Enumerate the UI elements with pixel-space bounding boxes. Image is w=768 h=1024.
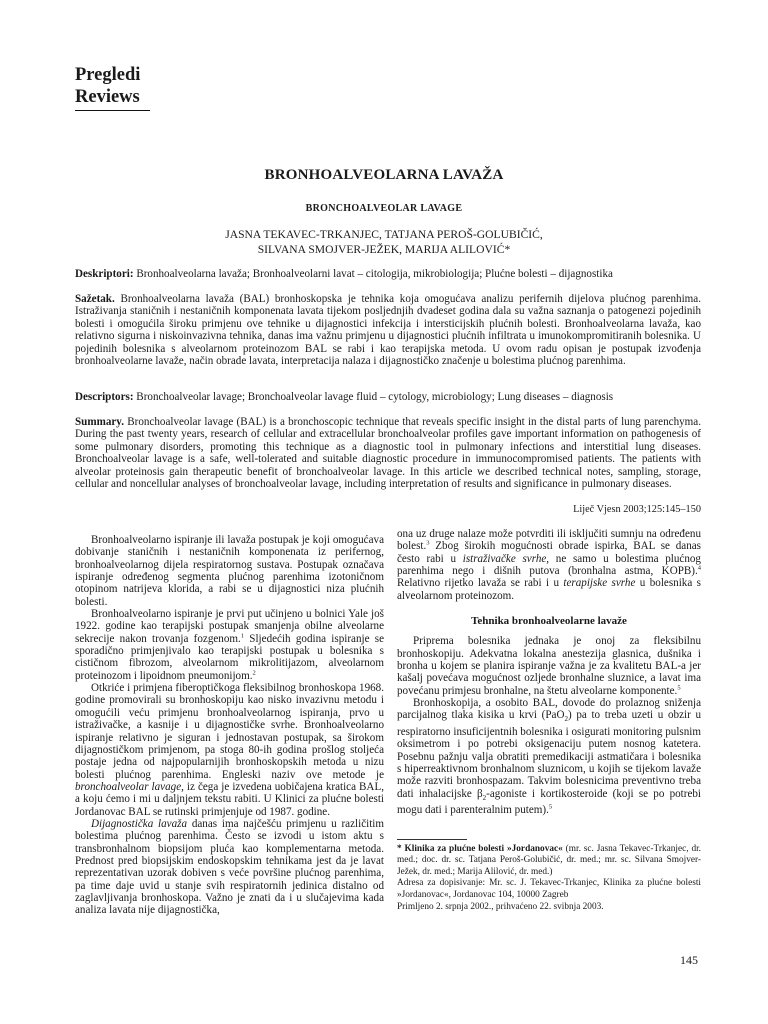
descriptors-english-text: Bronchoalveolar lavage; Bronchoalveolar lavage fluid – cytology, microbiology; Lung diseases – diagnosis xyxy=(133,391,614,403)
footnote-affiliation-text: (mr. sc. Jasna Tekavec-Trkanjec, dr. med.; doc. dr. sc. Tatjana Peroš-Golubičić, dr. med.; mr. sc. Silvana Smojver-Ježek, dr. med.; Marija Alilović, dr. med.) xyxy=(397,843,701,877)
paragraph xyxy=(75,534,384,608)
paragraph-text: Bronhoalveolarno ispiranje ili lavaža postupak je koji omogućava dobivanje staničnih i nestaničnih komponenata iz perifernog, bronhoalveolarnog dijela respiratornog sustava. Postupak označava ispiranje određenog segmenta plućnog parenhima izotoničnom otopinom natrijeva klorida, a rabi se u dijagnostici niza plućnih bolesti. xyxy=(75,534,384,608)
descriptors-croatian-label: Deskriptori: xyxy=(75,268,134,280)
paragraph-text: Relativno rijetko lavaža se rabi i u xyxy=(397,577,564,590)
reference-marker: 2 xyxy=(252,669,256,677)
paragraph-text: Bronhoalveolarno ispiranje je prvi put učinjeno u bolnici Yale još 1922. godine kao terapijski postupak smanjenja obilne alveolarne sekrecije nakon trovanja fozgenom. xyxy=(75,608,384,645)
descriptors-english-label: Descriptors: xyxy=(75,391,134,403)
section-heading: Tehnika bronhoalveolarne lavaže xyxy=(471,615,627,628)
paragraph-text: ne samo u bolestima plućnog parenhima nego i dišnih putova (bronhalna astma, KOPB). xyxy=(397,552,701,578)
section-header xyxy=(75,64,150,111)
italic-term: Dijagnostička lavaža xyxy=(91,817,188,830)
paragraph-text: Bronhoskopija, a osobito BAL, dovode do prolaznog sniženja parcijalnog tlaka kisika u krvi (PaO xyxy=(397,697,701,722)
summary-english xyxy=(75,416,701,490)
authors-line-2: SILVANA SMOJVER-JEŽEK, MARIJA ALILOVIĆ* xyxy=(257,242,511,256)
italic-term: bronchoalveolar lavage, xyxy=(75,780,184,793)
paragraph-text: Sljedećih godina ispiranje se sporadično primjenjivalo kao terapijski postupak u bolesnika s cističnom fibrozom, alveolarnom mikrolitijazom, alveolarnom proteinozom i lipoidnom pneumonijom. xyxy=(75,632,384,682)
journal-citation: Liječ Vjesn 2003;125:145–150 xyxy=(573,504,701,515)
paragraph xyxy=(397,697,701,817)
section-label-english: Reviews xyxy=(75,86,150,111)
summary-croatian-label: Sažetak. xyxy=(75,293,115,305)
article-title: BRONHOALVEOLARNA LAVAŽA xyxy=(264,167,504,183)
footnote-affiliation xyxy=(397,844,701,879)
paragraph-text: iz čega je izvedena uobičajena kratica BAL, a koju ćemo i mi u daljnjem tekstu rabiti. U Klinici za plućne bolesti Jordanovac BAL se rutinski primjenjuje od 1987. godine. xyxy=(75,780,384,818)
paragraph xyxy=(75,682,384,818)
paragraph-text: ) pa to treba uzeti u obzir u respiratorno insuficijentnih bolesnika i osigurati monitoring pulsnim oksimetrom i po potrebi oksigenaciju putem nosnog katetera. Posebnu pažnju valja obratiti premedikaciji astmatičara i bolesnika s hiperreaktivnom bronhalnom sluznicom, u kojih se tijekom lavaže može razviti bronhospazam. Takvim bolesnicima preventivno treba dati inhalacijske β xyxy=(397,709,702,800)
article-subtitle: BRONCHOALVEOLAR LAVAGE xyxy=(305,203,463,214)
paragraph xyxy=(397,528,701,602)
authors-line-1: JASNA TEKAVEC-TRKANJEC, TATJANA PEROŠ-GOLUBIČIĆ, xyxy=(225,228,543,241)
descriptors-croatian xyxy=(75,268,701,280)
footnote-correspondence: Adresa za dopisivanje: Mr. sc. J. Tekavec-Trkanjec, Klinika za plućne bolesti »Jordanovac«, Jordanovac 104, 10000 Zagreb xyxy=(397,878,701,901)
author-list xyxy=(0,228,768,257)
reference-marker: 5 xyxy=(677,684,681,692)
page-number: 145 xyxy=(680,953,698,967)
summary-english-text: Bronchoalveolar lavage (BAL) is a bronchoscopic technique that reveals specific insight in the distal parts of lung parenchyma. During the past twenty years, research of cellular and extracellular bronchoalveolar profiles gave important information on pathogenesis of some pulmonary disorders, promoting this technique as a diagnostic tool in pulmonary infections and interstitial lung diseases. Bronchoalveolar lavage is a safe, well-tolerated and suitable diagnostic procedure in immunocompromised patients. The patients with alveolar proteinosis gain therapeutic benefit of bronchoalveolar lavage. In this article we described technical notes, sampling, storage, cellular and noncellular analyses of bronchoalveolar lavage, including interpretation of results and significance in pulmonary diseases. xyxy=(75,416,701,491)
reference-marker: 5 xyxy=(548,803,553,811)
paragraph xyxy=(397,635,701,697)
summary-english-label: Summary. xyxy=(75,416,125,428)
footnote-received: Primljeno 2. srpnja 2002., prihvaćeno 22. svibnja 2003. xyxy=(397,901,604,912)
body-left-column xyxy=(75,534,384,917)
footnote-affiliation-label: * Klinika za plućne bolesti »Jordanovac« xyxy=(397,843,563,854)
reference-marker: 3 xyxy=(426,539,430,547)
paragraph-text: u bolesnika s alveolarnom proteinozom. xyxy=(397,577,701,602)
summary-croatian-text: Bronhoalveolarna lavaža (BAL) bronhoskopska je tehnika koja omogućava analizu perifernih dijelova plućnog parenhima. Istraživanja staničnih i nestaničnih komponenata lavata tijekom posljednjih dvadeset godina dala su važna saznanja o patogenezi pojedinih bolesti i omogućila široku primjenu ove tehnike u dijagnostici infekcija i intersticijskih plućnih bolesti. Bronhoalveolarna lavaža, kao relativno sigurna i niskoinvazivna tehnika, danas ima važnu primjenu u dijagnostici plućnih infiltrata u imunokompromitiranih bolesnika. U pojedinih bolesnika s alveolarnom proteinozom BAL se rabi i kao terapijska metoda. U ovom radu opisan je postupak izvođenja bronhoalveolarne lavaže, način obrade lavata, interpretacija nalaza i dijagnostičko značenje u bolestima plućnog parenhima. xyxy=(75,293,701,368)
summary-croatian xyxy=(75,293,701,367)
paragraph-text: -agoniste i kortikosteroide (koji se po potrebi mogu dati i parenteralnim putem). xyxy=(397,787,701,817)
paragraph-text: Zbog širokih mogućnosti obrade ispirka, BAL se danas često rabi u xyxy=(397,540,701,565)
paragraph xyxy=(75,818,384,917)
descriptors-croatian-text: Bronhoalveolarna lavaža; Bronhoalveolarni lavat – citologija, mikrobiologija; Plućne bolesti – dijagnostika xyxy=(133,268,613,280)
italic-term: terapijske svrhe xyxy=(563,577,636,590)
subscript: 2 xyxy=(482,793,487,802)
reference-marker: 4 xyxy=(697,564,701,572)
body-right-column xyxy=(397,528,701,913)
descriptors-english xyxy=(75,391,701,403)
footnote-divider xyxy=(397,839,467,840)
section-label-croatian: Pregledi xyxy=(75,65,141,85)
italic-term: istraživačke svrhe, xyxy=(462,552,550,565)
paragraph xyxy=(75,608,384,682)
paragraph-text: Priprema bolesnika jednaka je onoj za fleksibilnu bronhoskopiju. Adekvatna lokalna anestezija glasnica, dušnika i bronha u kojem se planira ispiranje važna je za kvalitetu BAL-a jer kašalj povećava mogućnost ozljede bronhalne sluznice, a lavat ima povećanu primjesu bronhalne, na štetu alveolarne komponente. xyxy=(397,635,701,697)
subscript: 2 xyxy=(564,715,568,724)
paragraph-text: Otkriće i primjena fiberoptičkoga fleksibilnog bronhoskopa 1968. godine promovirali su bronhoskopiju kao nisko invazivnu metodu i omogućili veću primjenu bronhoalveolarnog ispiranja, prvo u istraživačke, a kasnije i u dijagnostičke svrhe. Bronhoalveolarno ispiranje relativno je siguran i jednostavan postupak, sa širokom dijagnostičkom primjenom, pa stoga 80-ih godina prošlog stoljeća postaje jedna od najpopularnijih bronhoskopskih metoda u nizu bolesti plućnog parenhima. Engleski naziv ove metode je xyxy=(75,682,384,781)
paragraph-text: ona uz druge nalaze može potvrditi ili isključiti sumnju na određenu bolest. xyxy=(397,528,701,553)
paragraph-text: danas ima najčešću primjenu u različitim bolestima plućnog parenhima. Često se izvodi u istom aktu s transbronhalnom biopsijom pluća kao komplementarna metoda. Prednost pred biopsijskim endoskopskim tehnikama jest da je lavat reprezentativan uzorak dobiven s veće površine plućnog parenhima, pa time daje uvid u stanje svih respiratornih jedinica distalno od zaglavljivanja bronhoskopa. Važno je znati da i u slučajevima kada analiza lavata nije dijagnostička, xyxy=(75,817,384,917)
reference-marker: 1 xyxy=(240,632,245,640)
footnotes xyxy=(397,844,701,914)
